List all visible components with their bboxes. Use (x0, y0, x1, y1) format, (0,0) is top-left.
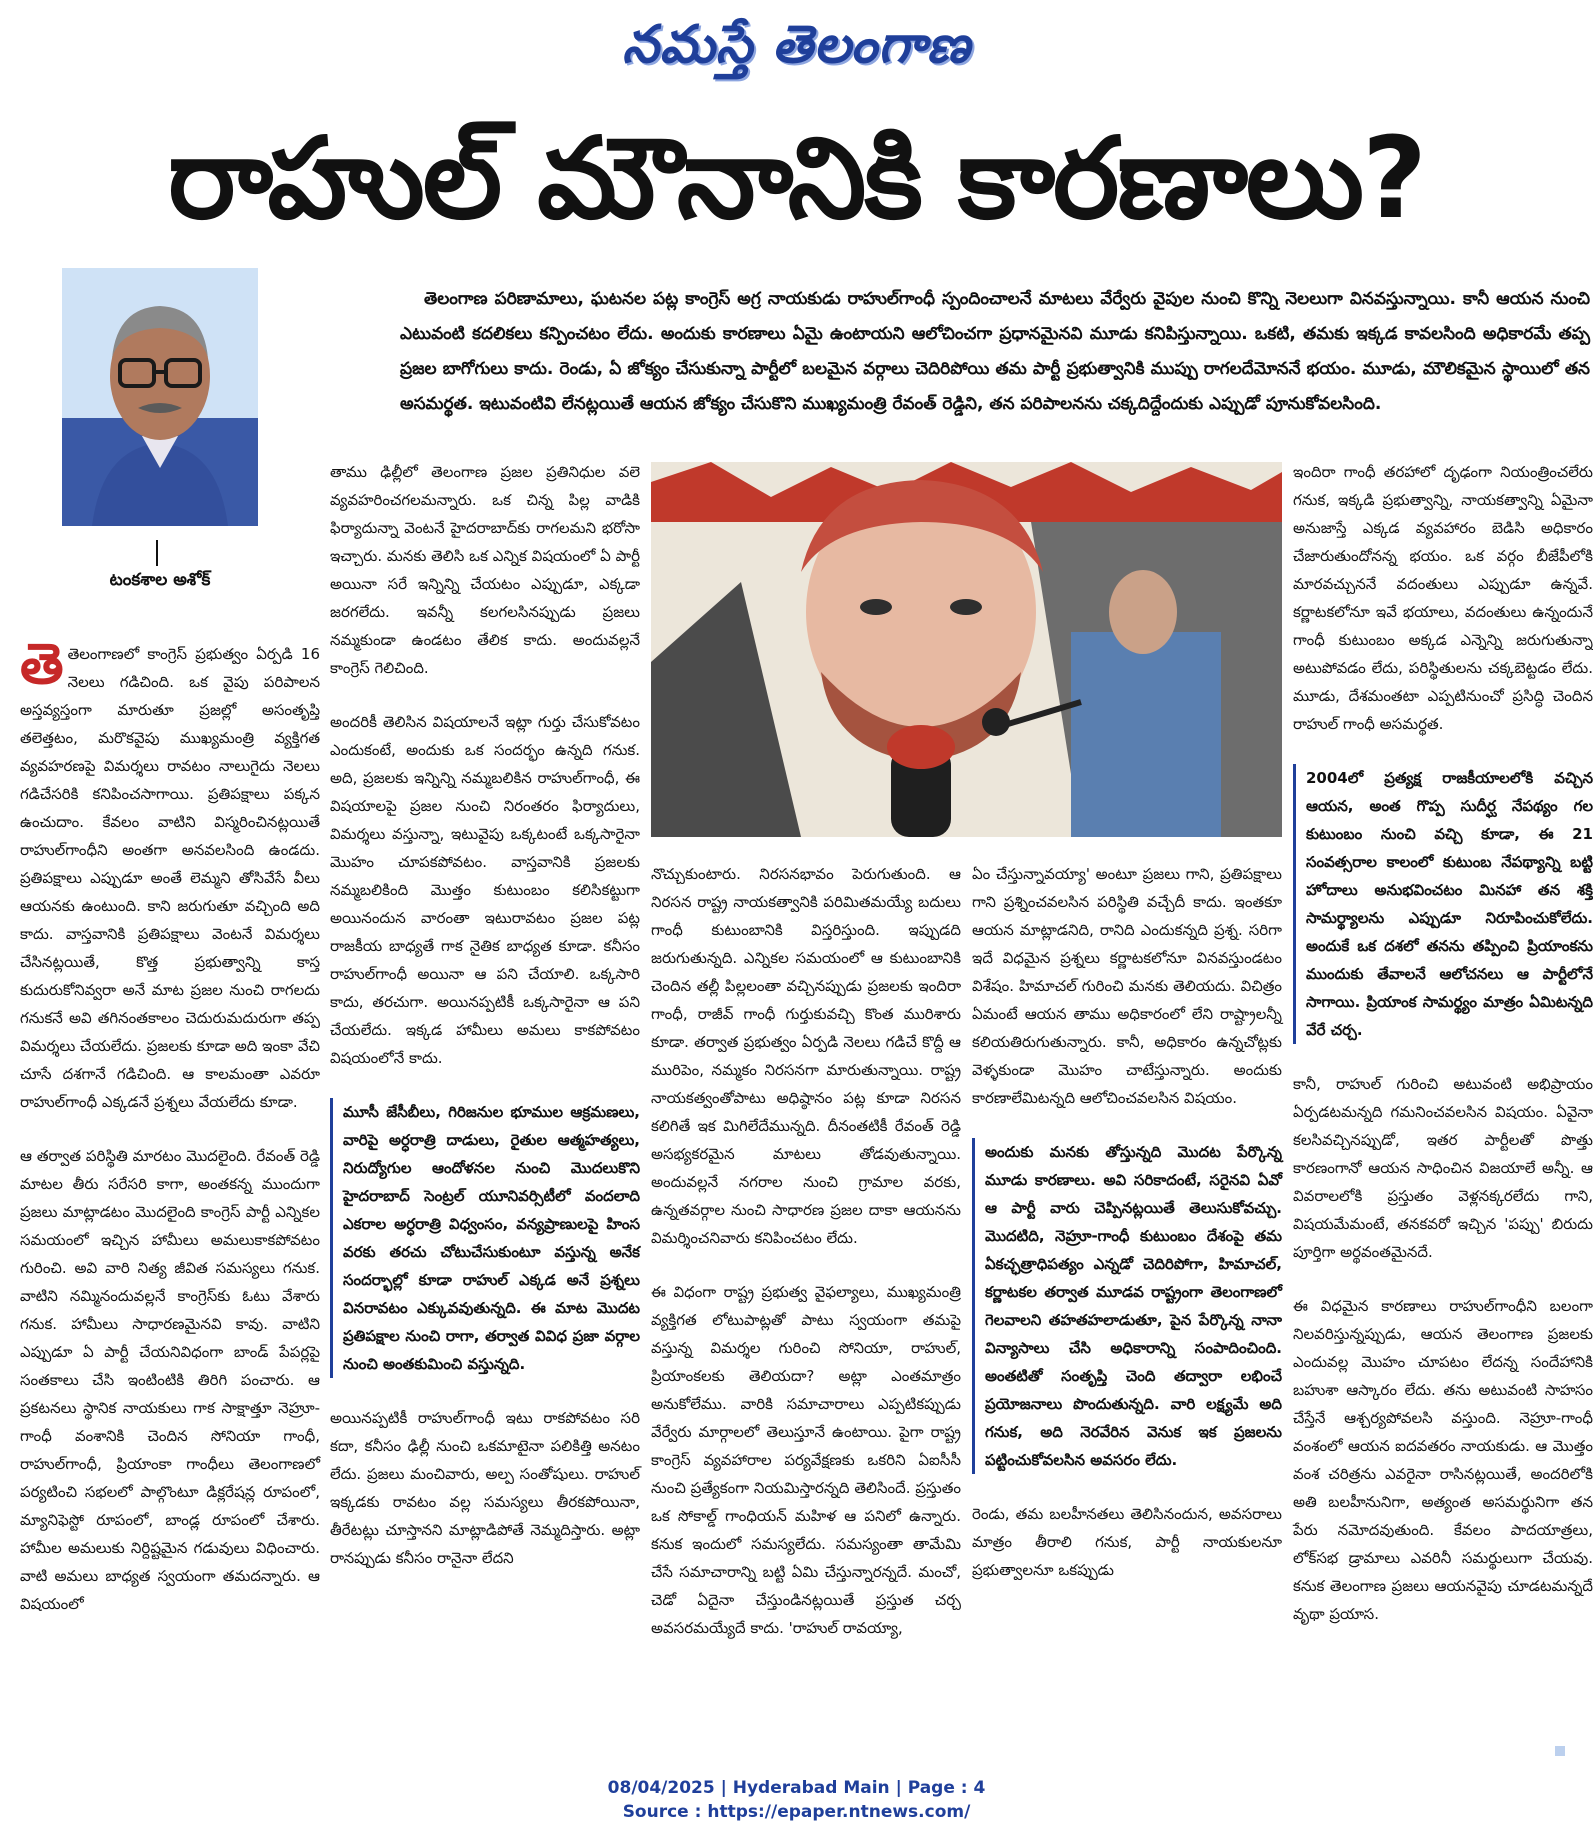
author-divider (156, 540, 158, 566)
pull-quote: అందుకు మనకు తోస్తున్నది మొదట పేర్కొన్న మూడు కారణాలు. అవి సరికాదంటే, సరైనవి ఏవో ఆ పార్టీ వారు చెప్పినట్లయితే తెలుసుకోవచ్చు. మొదటిది, నెహ్రూ-గాంధీ కుటుంబం దేశంపై తమ ఏకచ్ఛత్రాధిపత్యం ఎన్నడో చెదిరిపోగా, హిమాచల్, కర్ణాటకల తర్వాత మూడవ రాష్ట్రంగా తెలంగాణలో గెలవాలని తహతహలాడుతూ, పైన పేర్కొన్న నానా విన్యాసాలు చేసి అధికారాన్ని సంపాదించింది. అంతటితో సంతృప్తి చెంది తద్వారా లభించే ప్రయోజనాలు పొందుతున్నది. వారి లక్ష్యమే అది గనుక, అది నెరవేరిన వెనుక ఇక ప్రజలను పట్టించుకోవలసిన అవసరం లేదు. (972, 1138, 1282, 1474)
pull-quote: 2004లో ప్రత్యక్ష రాజకీయాలలోకి వచ్చిన ఆయన, అంత గొప్ప సుదీర్ఘ నేపథ్యం గల కుటుంబం నుంచి వచ్చి కూడా, ఈ 21 సంవత్సరాల కాలంలో కుటుంబ నేపథ్యాన్ని బట్టి హోదాలు అనుభవించటం మినహా తన శక్తి సామర్థ్యాలను ఎప్పుడూ నిరూపించుకోలేదు. అందుకే ఒక దశలో తనను తప్పించి ప్రియాంకను ముందుకు తేవాలనే ఆలోచనలు ఆ పార్టీలోనే సాగాయి. ప్రియాంక సామర్థ్యం మాత్రం ఏమిటన్నది వేరే చర్చ. (1293, 764, 1593, 1044)
column-paragraph: కానీ, రాహుల్ గురించి అటువంటి అభిప్రాయం ఏర్పడటమన్నది గమనించవలసిన విషయం. ఏవైనా కలసివచ్చినప్పుడో, ఇతర పార్టీలతో పొత్తు కారణంగానో ఆయన సాధించిన విజయాలే అన్నీ. ఆ వివరాలలోకి ప్రస్తుతం వెళ్లనక్కరలేదు గాని, విషయమేమంటే, తనకవరో ఇచ్చిన 'పప్పు' బిరుదు పూర్తిగా అర్థవంతమైనదే. (1293, 1075, 1593, 1261)
column-paragraph: ఏం చేస్తున్నావయ్యా' అంటూ ప్రజలు గాని, ప్రతిపక్షాలు గాని ప్రశ్నించవలసిన పరిస్థితి వచ్చేదీ కాదు. ఇంతకూ ఆయన మాట్లాడనిది, రానిది ఎందుకన్నది ప్రశ్న. సరిగా ఇదే విధమైన ప్రశ్నలు కర్ణాటకలోనూ వినవస్తుండటం విశేషం. హిమాచల్ గురించి మనకు తెలియదు. విచిత్రం ఏమంటే ఆయన తాము అధికారంలో లేని రాష్ట్రాలన్నీ కలియతిరుగుతున్నారు. కానీ, అధికారం ఉన్నచోట్లకు వెళ్ళకుండా మొహం చాటేస్తున్నారు. అందుకు కారణాలేమిటన్నది ఆలోచించవలసిన విషయం. (972, 865, 1282, 1107)
column-paragraph: రెండు, తమ బలహీనతలు తెలిసినందున, అవసరాలు మాత్రం తీరాలి గనుక, పార్టీ నాయకులనూ ప్రభుత్వాలనూ ఒకప్పుడు (972, 1505, 1282, 1579)
column-5 (1293, 458, 1593, 1654)
headline-text: రాహుల్ మౌనానికి కారణాలు? (168, 114, 1425, 244)
intro-paragraph: తెలంగాణ పరిణామాలు, ఘటనల పట్ల కాంగ్రెస్ అగ్ర నాయకుడు రాహుల్‌గాంధీ స్పందించాలనే మాటలు వేర్వేరు వైపుల నుంచి కొన్ని నెలలుగా వినవస్తున్నాయి. కానీ ఆయన నుంచి ఎటువంటి కదలికలు కన్పించటం లేదు. అందుకు కారణాలు ఏమై ఉంటాయని ఆలోచించగా ప్రధానమైనవి మూడు కనిపిస్తున్నాయి. ఒకటి, తమకు ఇక్కడ కావలసింది అధికారమే తప్ప ప్రజల బాగోగులు కాదు. రెండు, ఏ జోక్యం చేసుకున్నా పార్టీలో బలమైన వర్గాలు చెదిరిపోయి తమ పార్టీ ప్రభుత్వానికి ముప్పు రాగలదేమోననే భయం. మూడు, మౌలికమైన స్థాయిలో తన అసమర్థత. ఇటువంటివి లేనట్లయితే ఆయన జోక్యం చేసుకొని ముఖ్యమంత్రి రేవంత్ రెడ్డిని, తన పరిపాలనను చక్కదిద్దేందుకు ఎప్పుడో పూనుకోవలసింది. (400, 289, 1590, 414)
rahul-illustration (651, 462, 1282, 837)
column-paragraph: ఆ తర్వాత పరిస్థితి మారటం మొదలైంది. రేవంత్ రెడ్డి మాటల తీరు సరేసరి కాగా, అంతకన్న ముందుగా ప్రజలు మాట్లాడటం మొదలైంది కాంగ్రెస్ పార్టీ ఎన్నికల సమయంలో ఇచ్చిన హామీలు అమలుకాకపోవటం గురించి. అవి వారి నిత్య జీవిత సమస్యలు గనుక. వాటిని నమ్మినందువల్లనే కాంగ్రెస్‌కు ఓటు వేశారు గనుక. హామీలు సాధారణమైనవి కావు. వాటిని ఎప్పుడూ ఏ పార్టీ చేయనివిధంగా బాండ్ పేపర్లపై సంతకాలు చేసి ఇంటింటికి తిరిగి పంచారు. ఆ ప్రకటనలు స్థానిక నాయకులు గాక సాక్షాత్తూ నెహ్రూ-గాంధీ వంశానికి చెందిన సోనియా గాంధీ, రాహుల్‌గాంధీ, ప్రియాంకా గాంధీలు తెలంగాణలో పర్యటించి సభలలో పాల్గొంటూ డిక్లరేషన్ల రూపంలో, మ్యానిఫెస్టో రూపంలో, బాండ్ల రూపంలో చేశారు. హామీల అమలుకు నిర్దిష్టమైన గడువులు విధించారు. వాటి అమలు బాధ్యత స్వయంగా తమదన్నారు. ఆ విషయంలో (20, 1147, 320, 1613)
author-portrait-image (62, 268, 258, 526)
footer-source-link[interactable]: Source : https://epaper.ntnews.com/ (622, 1802, 971, 1822)
masthead-logo: నమస్తే తెలంగాణ (622, 14, 971, 75)
column-paragraph: ఈ విధమైన కారణాలు రాహుల్‌గాంధీని బలంగా నిలవరిస్తున్నప్పుడు, ఆయన తెలంగాణ ప్రజలకు ఎందువల్ల మొహం చూపటం లేదన్న సందేహానికి బహుశా ఆస్కారం లేదు. తను అటువంటి సాహసం చేస్తేనే ఆశ్చర్యపోవలసి వస్తుంది. నెహ్రూ-గాంధీ వంశంలో ఆయన ఐదవతరం నాయకుడు. ఆ మొత్తం వంశ చరిత్రను ఎవరైనా రాసినట్లయితే, అందరిలోకి అతి బలహీనునిగా, అత్యంత అసమర్థునిగా తన పేరు నమోదవుతుంది. కేవలం పాదయాత్రలు, లోక్‌సభ డ్రామాలు ఎవరినీ సమర్థులుగా చేయవు. కనుక తెలంగాణ ప్రజలు ఆయనవైపు చూడటమన్నదే వృథా ప్రయాస. (1293, 1297, 1593, 1623)
pull-quote: మూసీ జేసీబీలు, గిరిజనుల భూముల ఆక్రమణలు, వారిపై అర్ధరాత్రి దాడులు, రైతుల ఆత్మహత్యలు, నిరుద్యోగుల ఆందోళనల నుంచి మొదలుకొని హైదరాబాద్ సెంట్రల్ యూనివర్సిటీలో వందలాది ఎకరాల అర్ధరాత్రి విధ్వంసం, వన్యప్రాణులపై హింస వరకు తరచు చోటుచేసుకుంటూ వస్తున్న అనేక సందర్భాల్లో కూడా రాహుల్ ఎక్కడ అనే ప్రశ్నలు వినరావటం ఎక్కువవుతున్నది. ఈ మాట మొదట ప్రతిపక్షాల నుంచి రాగా, తర్వాత వివిధ ప్రజా వర్గాల నుంచి అంతకుమించి వస్తున్నది. (330, 1098, 640, 1378)
author-name: టంకశాల అశోక్ (109, 570, 211, 590)
column-paragraph: తాము ఢిల్లీలో తెలంగాణ ప్రజల ప్రతినిధుల వలె వ్యవహరించగలమన్నారు. ఒక చిన్న పిల్ల వాడికి ఫిర్యాదున్నా వెంటనే హైదరాబాద్‌కు రాగలమని భరోసా ఇచ్చారు. మనకు తెలిసి ఒక ఎన్నిక విషయంలో ఏ పార్టీ అయినా సరే ఇన్నిన్ని చేయటం ఎప్పుడూ, ఎక్కడా జరగలేదు. ఇవన్నీ కలగలసినప్పుడు ప్రజలు నమ్మకుండా ఉండటం తేలిక కాదు. అందువల్లనే కాంగ్రెస్ గెలిచింది. (330, 463, 640, 677)
column-1 (20, 632, 320, 1644)
drop-cap: తె (20, 632, 64, 697)
paragraph-text: తెలంగాణలో కాంగ్రెస్ ప్రభుత్వం ఏర్పడి 16 నెలలు గడిచింది. ఒక వైపు పరిపాలన అస్తవ్యస్తంగా మారుతూ ప్రజల్లో అసంతృప్తి తలెత్తటం, మరొకవైపు ముఖ్యమంత్రి వ్యక్తిగత వ్యవహరణపై విమర్శలు రావటం నాలుగైదు నెలలు గడిచేసరికి కనిపించసాగాయి. ప్రతిపక్షాలు పక్కన ఉంచుదాం. కేవలం వాటిని విస్మరించినట్లయితే రాహుల్‌గాంధీని అంతగా అనవలసింది ఉండదు. ప్రతిపక్షాలు ఎప్పుడూ అంతే లెమ్మని తోసివేసే వీలు ఆయనకు ఉంటుంది. కాని జరుగుతూ వచ్చింది అది కాదు. వాస్తవానికి ప్రతిపక్షాలు వెంటనే విమర్శలు చేసినట్లయితే, కొత్త ప్రభుత్వాన్ని కాస్త కుదురుకోనివ్వరా అనే మాట ప్రజల నుంచి రాగలదు గనుకనే అవి తగినంతకాలం చెదురుమదురుగా తప్ప విమర్శలు చేయలేదు. ప్రజలకు కూడా అది ఇంకా వేచి చూసే దశగానే గడిచింది. ఆ కాలమంతా ఎవరూ రాహుల్‌గాంధీ ఎక్కడనే ప్రశ్నలు వేయలేదు కూడా. (20, 645, 320, 1111)
column-paragraph (20, 632, 320, 1116)
column-paragraph: ఈ విధంగా రాష్ట్ర ప్రభుత్వ వైఫల్యాలు, ముఖ్యమంత్రి వ్యక్తిగత లోటుపాట్లతో పాటు స్వయంగా తమపై వస్తున్న విమర్శల గురించి సోనియా, రాహుల్, ప్రియాంకలకు తెలియదా? అట్లా ఎంతమాత్రం అనుకోలేము. వారికి సమాచారాలు ఎప్పటికప్పుడు వేర్వేరు మార్గాలలో తెలుస్తూనే ఉంటాయి. పైగా రాష్ట్ర కాంగ్రెస్ వ్యవహారాల పర్యవేక్షణకు ఒకరిని ఏఐసీసీ నుంచి ప్రత్యేకంగా నియమిస్తారన్నది తెలిసిందే. ప్రస్తుతం ఒక సోకాల్డ్ గాంధియన్ మహిళ ఆ పనిలో ఉన్నారు. కనుక ఇందులో సమస్యలేదు. సమస్యంతా తామేమి చేసే సమాచారాన్ని బట్టి ఏమి చేస్తున్నారన్నదే. మంచో, చెడో ఏదైనా చేస్తుండినట్లయితే ప్రస్తుత చర్చ అవసరమయ్యేదే కాదు. 'రాహుల్ రావయ్యా, (651, 1283, 961, 1637)
column-4 (972, 860, 1282, 1610)
page-corner-mark (1555, 1746, 1565, 1756)
article-headline (20, 92, 1573, 272)
column-3 (651, 860, 961, 1668)
author-photo (62, 268, 258, 526)
footer-date-edition: 08/04/2025 | Hyderabad Main | Page : 4 (607, 1778, 986, 1798)
page-footer (0, 1778, 1593, 1822)
illustration-image (651, 462, 1282, 837)
column-paragraph: అందరికీ తెలిసిన విషయాలనే ఇట్లా గుర్తు చేసుకోవటం ఎందుకంటే, అందుకు ఒక సందర్భం ఉన్నది గనుక. అది, ప్రజలకు ఇన్నిన్ని నమ్మబలికిన రాహుల్‌గాంధీ, ఈ విషయాలపై ప్రజల నుంచి నిరంతరం ఫిర్యాదులు, విమర్శలు వస్తున్నా, ఇటువైపు ఒక్కటంటే ఒక్కసారైనా మొహం చూపకపోవటం. వాస్తవానికి ప్రజలకు నమ్మబలికింది మొత్తం కుటుంబం కలిసికట్టుగా అయినందున వారంతా ఇటురావటం ప్రజల పట్ల రాజకీయ బాధ్యతే గాక నైతిక బాధ్యత కూడా. కనీసం రాహుల్‌గాంధీ అయినా ఆ పని చేయాలి. ఒక్కసారి కాదు, తరచుగా. అయినప్పటికీ ఒక్కసారైనా ఆ పని చేయలేదు. ఇక్కడ హామీలు అమలు కాకపోవటం విషయంలోనే కాదు. (330, 713, 640, 1067)
column-paragraph: నొచ్చుకుంటారు. నిరసనభావం పెరుగుతుంది. ఆ నిరసన రాష్ట్ర నాయకత్వానికి పరిమితమయ్యే బదులు గాంధీ కుటుంబానికి విస్తరిస్తుంది. ఇప్పుడది జరుగుతున్నది. ఎన్నికల సమయంలో ఆ కుటుంబానికి చెందిన తల్లీ పిల్లలంతా వచ్చినప్పుడు ప్రజలకు ఇందిరా గాంధీ, రాజీవ్ గాంధీ గుర్తుకువచ్చి కొంత మురిశారు కూడా. తర్వాత ప్రభుత్వం ఏర్పడి నెలలు గడిచే కొద్దీ ఆ మురిపెం, నమ్మకం నిరసనగా మారుతున్నాయి. రాష్ట్ర నాయకత్వంతోపాటు అధిష్ఠానం పట్ల కూడా నిరసన కలిగితే ఇక మిగిలేదేమున్నది. దీనంతటికీ రేవంత్ రెడ్డి అసభ్యకరమైన మాటలు తోడవుతున్నాయి. అందువల్లనే నగరాల నుంచి గ్రామాల వరకు, ఉన్నతవర్గాల నుంచి సాధారణ ప్రజల దాకా ఆయనను విమర్శించనివారు కనిపించటం లేదు. (651, 865, 961, 1247)
column-paragraph: ఇందిరా గాంధీ తరహాలో దృఢంగా నియంత్రించలేరు గనుక, ఇక్కడి ప్రభుత్వాన్ని, నాయకత్వాన్ని ఏమైనా అనుజాస్తే ఎక్కడ వ్యవహారం బెడిసి అధికారం చేజారుతుందోనన్న భయం. ఒక వర్గం బీజేపీలోకి మారవచ్చుననే వదంతులు ఎప్పుడూ ఉన్నవే. కర్ణాటకలోనూ ఇవే భయాలు, వదంతులు ఉన్నందునే గాంధీ కుటుంబం అక్కడ ఎన్నెన్ని జరుగుతున్నా అటుపోవడం లేదు, పరిస్థితులను చక్కబెట్టడం లేదు. మూడు, దేశమంతటా ఎప్పటినుంచో ప్రసిద్ధి చెందిన రాహుల్ గాంధీ అసమర్థత. (1293, 463, 1593, 733)
column-paragraph: అయినప్పటికీ రాహుల్‌గాంధీ ఇటు రాకపోవటం సరి కదా, కనీసం ఢిల్లీ నుంచి ఒకమాటైనా పలికిత్తి అనటం లేదు. ప్రజలు మంచివారు, అల్ప సంతోషులు. రాహుల్ ఇక్కడకు రావటం వల్ల సమస్యలు తీరకపోయినా, తీరేటట్లు చూస్తానని మాట్లాడిపోతే నెమ్మదిస్తారు. అట్లా రానప్పుడు కనీసం రానైనా లేదని (330, 1409, 640, 1567)
article-intro (400, 282, 1590, 422)
column-2 (330, 458, 640, 1598)
masthead (0, 0, 1593, 90)
